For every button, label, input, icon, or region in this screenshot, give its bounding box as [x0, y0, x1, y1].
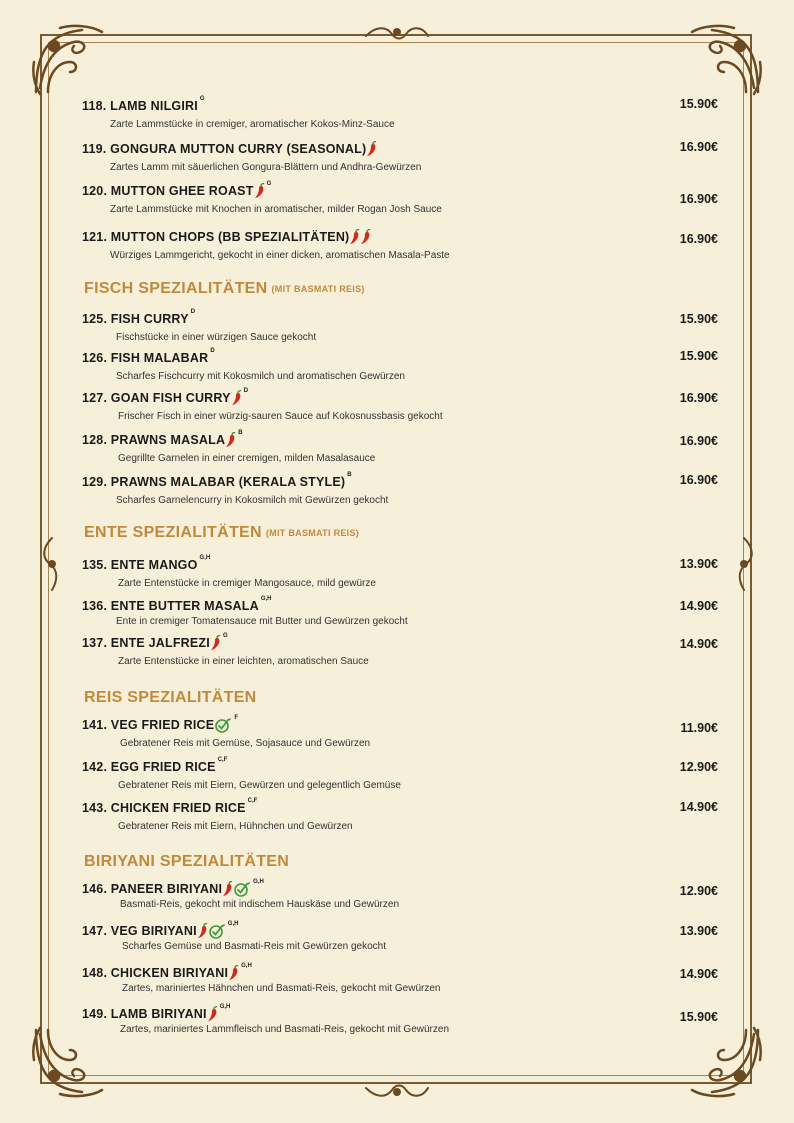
menu-item-name-row	[82, 556, 722, 574]
allergen-codes: D	[190, 309, 196, 315]
menu-item-description: Scharfes Gemüse und Basmati-Reis mit Gewürzen gekocht	[122, 941, 386, 953]
menu-item-name-row	[82, 716, 722, 734]
menu-item-description: Scharfes Fischcurry mit Kokosmilch und aromatischen Gewürzen	[116, 371, 405, 382]
menu-item-name-row	[82, 922, 722, 940]
section-title-reis	[84, 689, 261, 707]
section-title: BIRIYANI SPEZIALITÄTEN	[84, 853, 290, 870]
menu-item	[82, 799, 722, 832]
veg-icon	[233, 880, 251, 898]
menu-item-name-row	[82, 140, 722, 158]
chili-icon	[225, 431, 236, 449]
allergen-codes: F	[234, 715, 238, 721]
menu-item-description: Zarte Entenstücke in cremiger Mangosauce, mild gewürze	[118, 578, 376, 589]
menu-item-name-row	[82, 634, 722, 652]
chili-icon	[222, 880, 233, 898]
menu-item	[82, 556, 722, 589]
menu-item-name-row	[82, 97, 722, 115]
section-title: FISCH SPEZIALITÄTEN	[84, 280, 268, 297]
menu-item-description: Ente in cremiger Tomatensauce mit Butter und Gewürzen gekocht	[116, 616, 408, 627]
menu-item-name: 146. PANEER BIRIYANI	[82, 882, 223, 897]
allergen-codes: B	[347, 472, 352, 478]
menu-item-description: Würziges Lammgericht, gekocht in einer dicken, aromatischen Masala-Paste	[110, 250, 450, 262]
menu-item-description: Fischstücke in einer würzigen Sauce gekocht	[116, 332, 317, 343]
section-title-ente	[84, 524, 359, 542]
chili-icon	[349, 228, 371, 246]
menu-item-description: Zartes, mariniertes Hähnchen und Basmati-Reis, gekocht mit Gewürzen	[122, 983, 441, 995]
allergen-codes: G,H	[241, 963, 252, 969]
menu-item	[82, 634, 722, 667]
menu-item-description: Zarte Lammstücke in cremiger, aromatischer Kokos-Minz-Sauce	[110, 119, 395, 130]
menu-item-description: Scharfes Garnelencurry in Kokosmilch mit Gewürzen gekocht	[116, 495, 389, 506]
menu-item-price: 16.90€	[679, 192, 718, 206]
menu-item-price: 14.90€	[679, 599, 718, 613]
menu-item-price: 16.90€	[679, 434, 718, 448]
menu-item-name-row	[82, 310, 722, 328]
menu-item	[82, 922, 722, 952]
menu-item-name: 143. CHICKEN FRIED RICE	[82, 801, 246, 815]
menu-item-description: Gebratener Reis mit Eiern, Gewürzen und gelegentlich Gemüse	[118, 780, 401, 791]
chili-icon	[228, 964, 239, 982]
menu-item-name: 137. ENTE JALFREZI	[82, 636, 210, 651]
menu-item-name: 147. VEG BIRIYANI	[82, 924, 197, 939]
menu-item	[82, 964, 722, 994]
veg-icon	[214, 716, 232, 734]
menu-item-name: 135. ENTE MANGO	[82, 558, 198, 572]
menu-item-name: 120. MUTTON GHEE ROAST	[82, 184, 254, 199]
menu-item	[82, 310, 722, 343]
menu-item	[82, 228, 722, 261]
allergen-codes: G,H	[219, 1004, 231, 1010]
menu-item-name: 127. GOAN FISH CURRY	[82, 391, 231, 406]
menu-item-name-row	[82, 473, 722, 491]
menu-item-description: Frischer Fisch in einer würzig-sauren Sauce auf Kokosnussbasis gekocht	[118, 411, 443, 423]
allergen-codes: G,H	[199, 555, 211, 561]
menu-item	[82, 597, 722, 627]
menu-item-name-row	[82, 389, 722, 407]
allergen-codes: C,F	[217, 757, 228, 763]
menu-item-price: 12.90€	[679, 760, 718, 774]
menu-item-name-row	[82, 758, 722, 776]
menu-item	[82, 880, 722, 910]
menu-item-price: 13.90€	[679, 557, 718, 571]
chili-icon	[207, 1005, 218, 1023]
menu-item-description: Zarte Entenstücke in einer leichten, aromatischen Sauce	[118, 656, 369, 668]
menu-item-name: 136. ENTE BUTTER MASALA	[82, 599, 259, 613]
menu-item-name: 118. LAMB NILGIRI	[82, 99, 198, 113]
menu-item-price: 15.90€	[679, 349, 718, 363]
menu-item-price: 16.90€	[679, 140, 718, 154]
allergen-codes: G,H	[227, 921, 239, 927]
menu-item-name-row	[82, 1005, 722, 1023]
menu-item-description: Gegrillte Garnelen in einer cremigen, milden Masalasauce	[118, 453, 376, 465]
menu-item-name-row	[82, 799, 722, 817]
allergen-codes: D	[210, 348, 215, 354]
allergen-codes: G	[222, 633, 228, 639]
menu-item-name-row	[82, 431, 722, 449]
menu-item	[82, 97, 722, 130]
menu-item	[82, 431, 722, 464]
menu-item-name: 119. GONGURA MUTTON CURRY (SEASONAL)	[82, 142, 367, 157]
menu-item-price: 16.90€	[679, 391, 718, 405]
menu-item-price: 11.90€	[680, 721, 718, 735]
menu-item	[82, 140, 722, 173]
menu-item-price: 15.90€	[679, 97, 718, 111]
allergen-codes: G	[199, 96, 205, 102]
menu-item-name-row	[82, 964, 722, 982]
section-title: ENTE SPEZIALITÄTEN	[84, 524, 262, 541]
menu-item	[82, 349, 722, 382]
menu-item-description: Gebratener Reis mit Eiern, Hühnchen und Gewürzen	[118, 821, 353, 832]
menu-item-name: 142. EGG FRIED RICE	[82, 760, 216, 774]
menu-item	[82, 182, 722, 215]
menu-item-price: 12.90€	[679, 884, 718, 898]
allergen-codes: C,F	[247, 798, 258, 804]
menu-item-price: 13.90€	[679, 924, 718, 938]
menu-item-price: 15.90€	[679, 312, 718, 326]
chili-icon	[366, 140, 377, 158]
menu-item-name-row	[82, 349, 722, 367]
menu-item-name-row	[82, 182, 722, 200]
menu-item-price: 14.90€	[679, 800, 718, 814]
menu-item	[82, 716, 722, 749]
menu-item-name: 128. PRAWNS MASALA	[82, 433, 226, 448]
section-title-biriyani	[84, 853, 293, 871]
section-title: REIS SPEZIALITÄTEN	[84, 689, 257, 706]
menu-item-name: 126. FISH MALABAR	[82, 351, 209, 365]
menu-item	[82, 758, 722, 791]
allergen-codes: G,H	[253, 879, 264, 885]
menu-item-name: 129. PRAWNS MALABAR (KERALA STYLE)	[82, 475, 346, 489]
allergen-codes: D	[243, 388, 249, 394]
menu-item-description: Zarte Lammstücke mit Knochen in aromatischer, milder Rogan Josh Sauce	[110, 204, 442, 216]
menu-item	[82, 389, 722, 422]
section-subtitle: (MIT BASMATI REIS)	[271, 283, 365, 294]
menu-item-price: 14.90€	[679, 967, 718, 981]
allergen-codes: G	[266, 181, 272, 187]
menu-item	[82, 473, 722, 506]
menu-item-price: 14.90€	[679, 637, 718, 651]
allergen-codes: G,H	[260, 596, 272, 602]
chili-icon	[210, 634, 221, 652]
chili-icon	[254, 182, 265, 200]
menu-item	[82, 1005, 722, 1035]
menu-item-description: Zartes, mariniertes Lammfleisch und Basmati-Reis, gekocht mit Gewürzen	[120, 1024, 450, 1036]
menu-item-price: 16.90€	[679, 473, 718, 487]
menu-item-name-row	[82, 228, 722, 246]
menu-item-price: 16.90€	[679, 232, 718, 246]
menu-item-name: 121. MUTTON CHOPS (BB SPEZIALITÄTEN)	[82, 230, 350, 245]
menu-item-name-row	[82, 597, 722, 615]
chili-icon	[231, 389, 242, 407]
section-title-fisch	[84, 280, 365, 298]
menu-item-name: 141. VEG FRIED RICE	[82, 718, 215, 733]
menu-item-name: 125. FISH CURRY	[82, 312, 189, 326]
chili-icon	[197, 922, 208, 940]
menu-item-name-row	[82, 880, 722, 898]
section-subtitle: (MIT BASMATI REIS)	[265, 527, 360, 538]
allergen-codes: B	[238, 430, 243, 436]
menu-item-price: 15.90€	[679, 1010, 718, 1024]
menu-item-description: Zartes Lamm mit säuerlichen Gongura-Blättern und Andhra-Gewürzen	[110, 162, 422, 174]
menu-item-name: 148. CHICKEN BIRIYANI	[82, 966, 229, 981]
menu-item-description: Basmati-Reis, gekocht mit indischem Hauskäse und Gewürzen	[120, 899, 400, 911]
veg-icon	[208, 922, 226, 940]
menu-item-name: 149. LAMB BIRIYANI	[82, 1007, 207, 1022]
menu-item-description: Gebratener Reis mit Gemüse, Sojasauce und Gewürzen	[120, 738, 371, 750]
